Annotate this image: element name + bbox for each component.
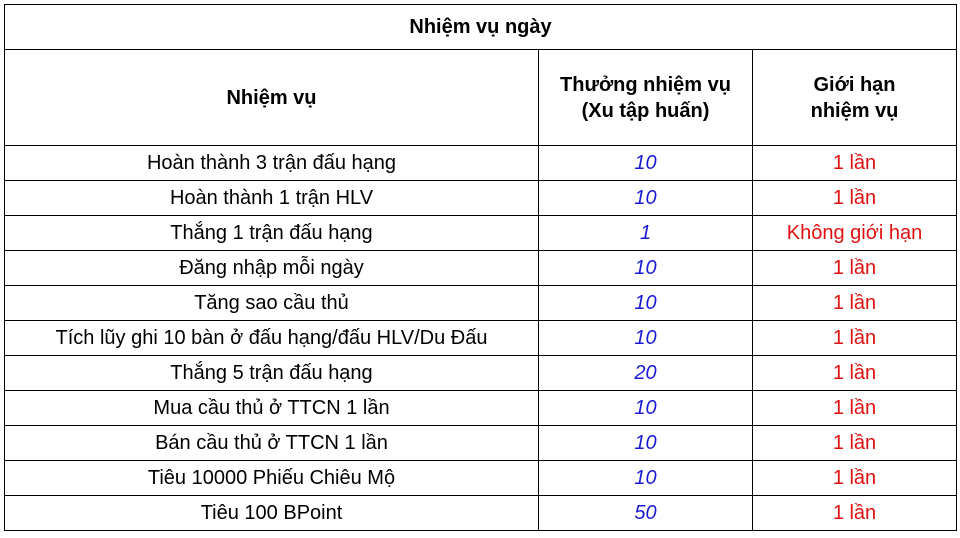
reward-cell: 10 — [539, 181, 753, 216]
header-reward — [539, 50, 753, 146]
reward-cell: 50 — [539, 496, 753, 531]
reward-cell: 1 — [539, 216, 753, 251]
task-cell: Tiêu 100 BPoint — [5, 496, 539, 531]
limit-cell: 1 lần — [753, 356, 957, 391]
table-row — [5, 286, 957, 321]
header-reward-line1: Thưởng nhiệm vụ — [560, 73, 731, 96]
table-row — [5, 496, 957, 531]
task-cell: Tăng sao cầu thủ — [5, 286, 539, 321]
limit-cell: 1 lần — [753, 321, 957, 356]
task-cell: Mua cầu thủ ở TTCN 1 lần — [5, 391, 539, 426]
table-row — [5, 461, 957, 496]
task-cell: Đăng nhập mỗi ngày — [5, 251, 539, 286]
limit-cell: 1 lần — [753, 146, 957, 181]
reward-cell: 10 — [539, 321, 753, 356]
limit-cell: 1 lần — [753, 251, 957, 286]
header-reward-line2: (Xu tập huấn) — [581, 99, 710, 122]
reward-cell: 10 — [539, 426, 753, 461]
limit-cell: 1 lần — [753, 426, 957, 461]
table-row — [5, 356, 957, 391]
table-row — [5, 426, 957, 461]
table-body — [5, 146, 957, 531]
task-cell: Thắng 1 trận đấu hạng — [5, 216, 539, 251]
limit-cell: 1 lần — [753, 286, 957, 321]
limit-cell: 1 lần — [753, 496, 957, 531]
reward-cell: 20 — [539, 356, 753, 391]
task-cell: Hoàn thành 1 trận HLV — [5, 181, 539, 216]
limit-cell: Không giới hạn — [753, 216, 957, 251]
header-task: Nhiệm vụ — [5, 50, 539, 146]
daily-tasks-table — [4, 4, 957, 531]
reward-cell: 10 — [539, 286, 753, 321]
task-cell: Tích lũy ghi 10 bàn ở đấu hạng/đấu HLV/Du Đấu — [5, 321, 539, 356]
header-limit-line1: Giới hạn — [813, 73, 896, 96]
table-row — [5, 216, 957, 251]
reward-cell: 10 — [539, 146, 753, 181]
task-cell: Bán cầu thủ ở TTCN 1 lần — [5, 426, 539, 461]
header-limit — [753, 50, 957, 146]
table-row — [5, 181, 957, 216]
reward-cell: 10 — [539, 391, 753, 426]
table-row — [5, 251, 957, 286]
limit-cell: 1 lần — [753, 181, 957, 216]
reward-cell: 10 — [539, 461, 753, 496]
task-cell: Hoàn thành 3 trận đấu hạng — [5, 146, 539, 181]
table-title: Nhiệm vụ ngày — [5, 5, 957, 50]
table-row — [5, 321, 957, 356]
reward-cell: 10 — [539, 251, 753, 286]
limit-cell: 1 lần — [753, 391, 957, 426]
header-limit-line2: nhiệm vụ — [810, 99, 899, 122]
table-row — [5, 146, 957, 181]
limit-cell: 1 lần — [753, 461, 957, 496]
table-row — [5, 391, 957, 426]
task-cell: Tiêu 10000 Phiếu Chiêu Mộ — [5, 461, 539, 496]
task-cell: Thắng 5 trận đấu hạng — [5, 356, 539, 391]
